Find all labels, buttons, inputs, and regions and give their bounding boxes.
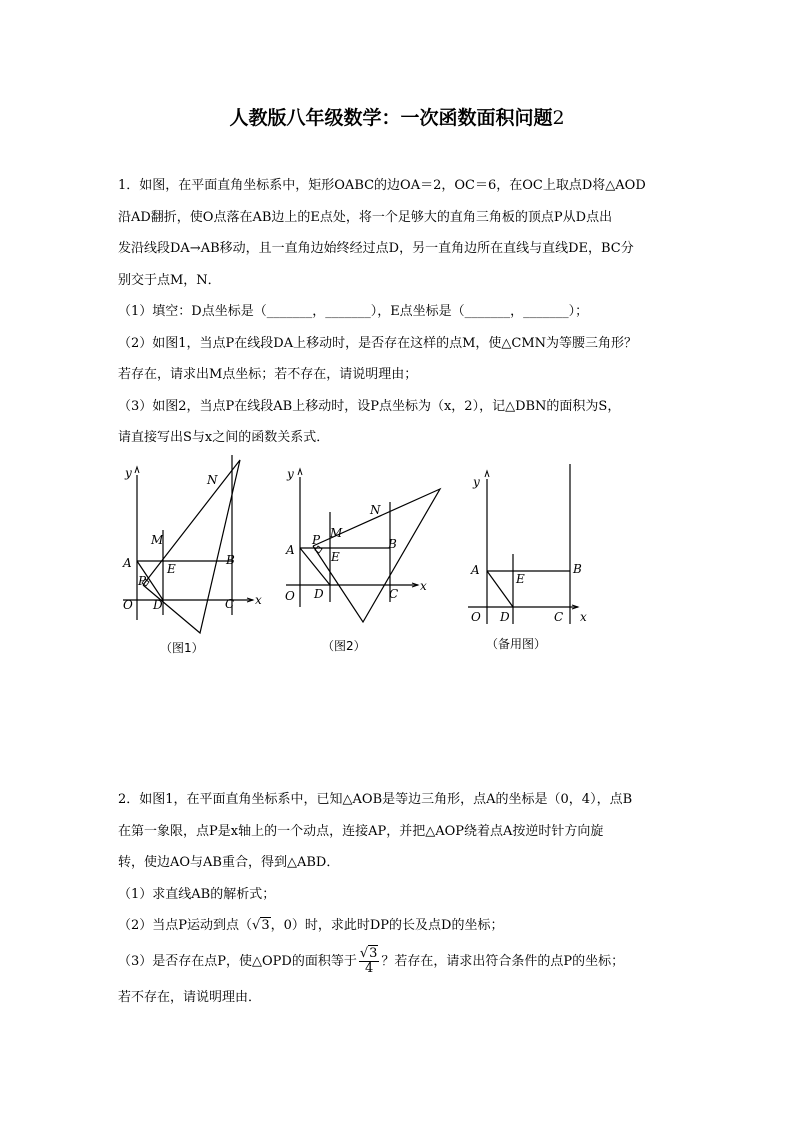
figure-1-caption: （图1）: [160, 641, 204, 655]
label-d: D: [153, 598, 163, 612]
label-y: y: [125, 466, 132, 480]
q1-part3: （3）如图2，当点P在线段AB上移动时，设P点坐标为（x，2），记△DBN的面积为S，: [118, 398, 621, 414]
label-y: y: [287, 467, 294, 481]
label-b: B: [573, 562, 582, 576]
q2-part2: [118, 910, 678, 942]
label-m: M: [330, 526, 343, 540]
q2-part3: [118, 942, 678, 982]
segment-ad: [300, 548, 330, 585]
q1-part1: （1）填空：D点坐标是（_______，_______），E点坐标是（_______，_______）；: [118, 304, 589, 319]
label-e: E: [331, 550, 340, 564]
label-c: C: [554, 610, 564, 624]
label-x: x: [420, 579, 427, 593]
figure-2-caption: （图2）: [322, 639, 366, 653]
label-b: B: [226, 553, 235, 567]
label-a: A: [471, 563, 480, 577]
q2-line: 转，使边AO与AB重合，得到△ABD．: [118, 855, 340, 870]
figure-1: [115, 455, 270, 644]
figure-3-diagram: [460, 464, 595, 629]
page-title: [0, 103, 794, 130]
fraction-numerator: √3: [359, 945, 378, 961]
question-2: [118, 784, 678, 1013]
label-c: C: [225, 597, 235, 611]
label-c: C: [389, 587, 399, 601]
label-d: D: [500, 610, 510, 624]
figure-3: [460, 464, 595, 633]
q2-part2-pre: （2）当点P运动到点（: [118, 918, 253, 933]
label-n: N: [207, 473, 218, 487]
q2-line: 2．如图1，在平面直角坐标系中，已知△AOB是等边三角形，点A的坐标是（0，4），点B: [118, 792, 633, 807]
q1-line: 请直接写出S与x之间的函数关系式．: [118, 430, 330, 445]
label-m: M: [151, 533, 164, 547]
q1-part2: （2）如图1，当点P在线段DA上移动时，是否存在这样的点M，使△CMN为等腰三角形？: [118, 335, 638, 351]
label-x: x: [255, 593, 262, 607]
q2-line: 在第一象限，点P是x轴上的一个动点，连接AP，并把△AOP绕着点A按逆时针方向旋: [118, 823, 604, 839]
label-e: E: [167, 562, 176, 576]
label-e: E: [516, 572, 525, 586]
numerator-radicand: 3: [369, 945, 378, 961]
label-x: x: [580, 610, 587, 624]
sqrt-expression: √3: [252, 918, 270, 933]
label-a: A: [286, 543, 295, 557]
label-p: P: [312, 533, 321, 547]
label-n: N: [370, 503, 381, 517]
label-y: y: [473, 475, 480, 489]
figure-2-diagram: [278, 462, 453, 647]
label-p: P: [138, 574, 147, 588]
figure-1-diagram: [115, 455, 270, 640]
q2-part3-post: ？若存在，请求出符合条件的点P的坐标；: [381, 953, 625, 969]
sqrt-radicand: 3: [261, 918, 270, 933]
q2-part2-post: ，0）时，求此时DP的长及点D的坐标；: [270, 918, 504, 933]
label-d: D: [314, 587, 324, 601]
label-b: B: [388, 537, 397, 551]
question-1: [118, 170, 678, 454]
q1-line: 1．如图，在平面直角坐标系中，矩形OABC的边OA＝2，OC＝6，在OC上取点D将△AOD: [118, 178, 646, 193]
q1-line: 发沿线段DA→AB移动，且一直角边始终经过点D，另一直角边所在直线与直线DE，BC分: [118, 241, 634, 256]
fraction-denominator: 4: [364, 960, 374, 976]
q1-line: 沿AD翻折，使O点落在AB边上的E点处，将一个足够大的直角三角板的顶点P从D点出: [118, 209, 613, 225]
q2-line: 若不存在，请说明理由．: [118, 989, 262, 1005]
label-a: A: [123, 556, 132, 570]
figure-3-caption: （备用图）: [486, 637, 547, 651]
figure-2: [278, 462, 453, 651]
title-main: 人教版八年级数学：一次函数面积问题: [229, 107, 553, 129]
q2-part3-pre: （3）是否存在点P，使△OPD的面积等于: [118, 953, 357, 969]
right-angle-mark: [315, 546, 322, 553]
q2-part1: （1）求直线AB的解析式；: [118, 886, 276, 902]
segment-ad: [487, 571, 513, 607]
fraction: [359, 947, 380, 976]
label-o: O: [471, 610, 481, 624]
label-o: O: [285, 589, 295, 603]
title-number: 2: [552, 107, 565, 129]
label-o: O: [123, 598, 133, 612]
q1-line: 若存在，请求出M点坐标；若不存在，请说明理由；: [118, 367, 418, 382]
q1-line: 别交于点M，N．: [118, 272, 221, 288]
